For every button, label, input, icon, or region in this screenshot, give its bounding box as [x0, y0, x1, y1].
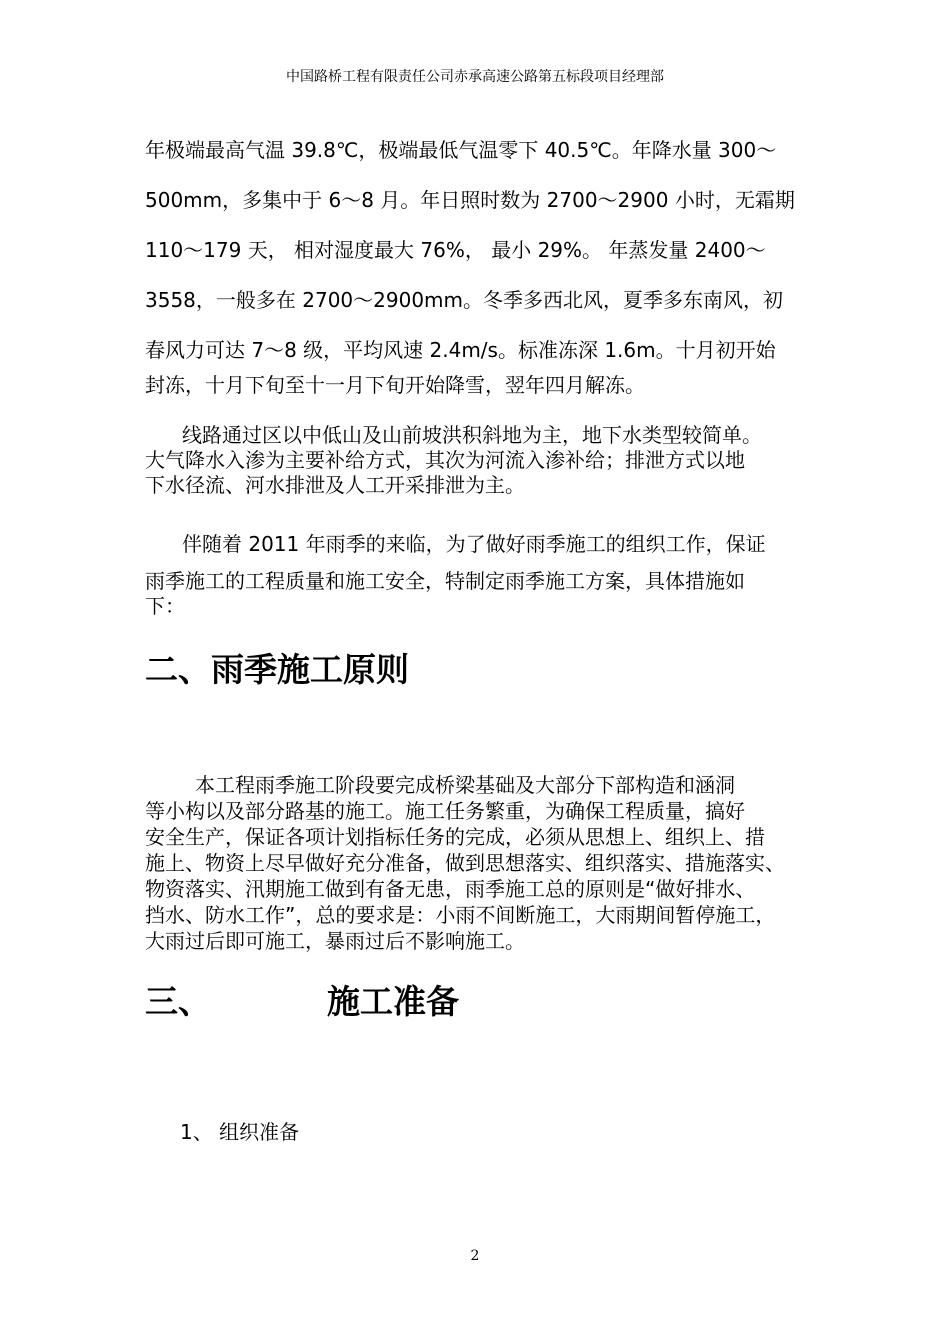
running-header: 中国路桥工程有限责任公司赤承高速公路第五标段项目经理部 — [286, 69, 664, 85]
page-number: 2 — [470, 1248, 480, 1264]
principle-line-3: 安全生产，保证各项计划指标任务的完成，必须从思想上、组织上、措 — [145, 825, 765, 849]
principle-line-5: 物资落实、汛期施工做到有备无患，雨季施工总的原则是“做好排水、 — [145, 877, 756, 901]
climate-line-1: 年极端最高气温 39.8℃，极端最低气温零下 40.5℃。年降水量 300～ — [145, 138, 777, 162]
principle-line-1: 本工程雨季施工阶段要完成桥梁基础及大部分下部构造和涵洞 — [195, 773, 735, 797]
section-3-number: 三、 — [145, 982, 211, 1021]
principle-line-2: 等小构以及部分路基的施工。施工任务繁重，为确保工程质量，搞好 — [145, 799, 745, 823]
climate-line-4: 3558，一般多在 2700～2900mm。冬季多西北风，夏季多东南风，初 — [145, 288, 784, 312]
climate-line-5: 春风力可达 7～8 级，平均风速 2.4m/s。标准冻深 1.6m。十月初开始 — [145, 338, 776, 362]
geology-line-1: 线路通过区以中低山及山前坡洪积斜地为主，地下水类型较简单。 — [182, 423, 762, 447]
climate-line-3: 110～179 天， 相对湿度最大 76%， 最小 29%。 年蒸发量 2400～ — [145, 238, 766, 262]
principle-line-7: 大雨过后即可施工，暴雨过后不影响施工。 — [145, 929, 525, 953]
geology-line-3: 下水径流、河水排泄及人工开采排泄为主。 — [145, 473, 525, 497]
subsection-organization: 1、 组织准备 — [180, 1120, 300, 1144]
section-2-heading: 二、雨季施工原则 — [145, 650, 409, 689]
principle-line-4: 施上、物资上尽早做好充分准备，做到思想落实、组织落实、措施落实、 — [145, 851, 785, 875]
intro-line-1: 伴随着 2011 年雨季的来临，为了做好雨季施工的组织工作，保证 — [182, 532, 766, 556]
section-3-heading: 施工准备 — [327, 982, 459, 1021]
intro-line-3: 下： — [145, 594, 185, 618]
principle-line-6: 挡水、防水工作”，总的要求是：小雨不间断施工，大雨期间暂停施工， — [145, 903, 776, 927]
intro-line-2: 雨季施工的工程质量和施工安全，特制定雨季施工方案，具体措施如 — [145, 569, 745, 593]
climate-line-2: 500mm，多集中于 6～8 月。年日照时数为 2700～2900 小时，无霜期 — [145, 188, 795, 212]
geology-line-2: 大气降水入渗为主要补给方式，其次为河流入渗补给；排泄方式以地 — [145, 448, 745, 472]
climate-line-6: 封冻，十月下旬至十一月下旬开始降雪，翌年四月解冻。 — [145, 373, 645, 397]
